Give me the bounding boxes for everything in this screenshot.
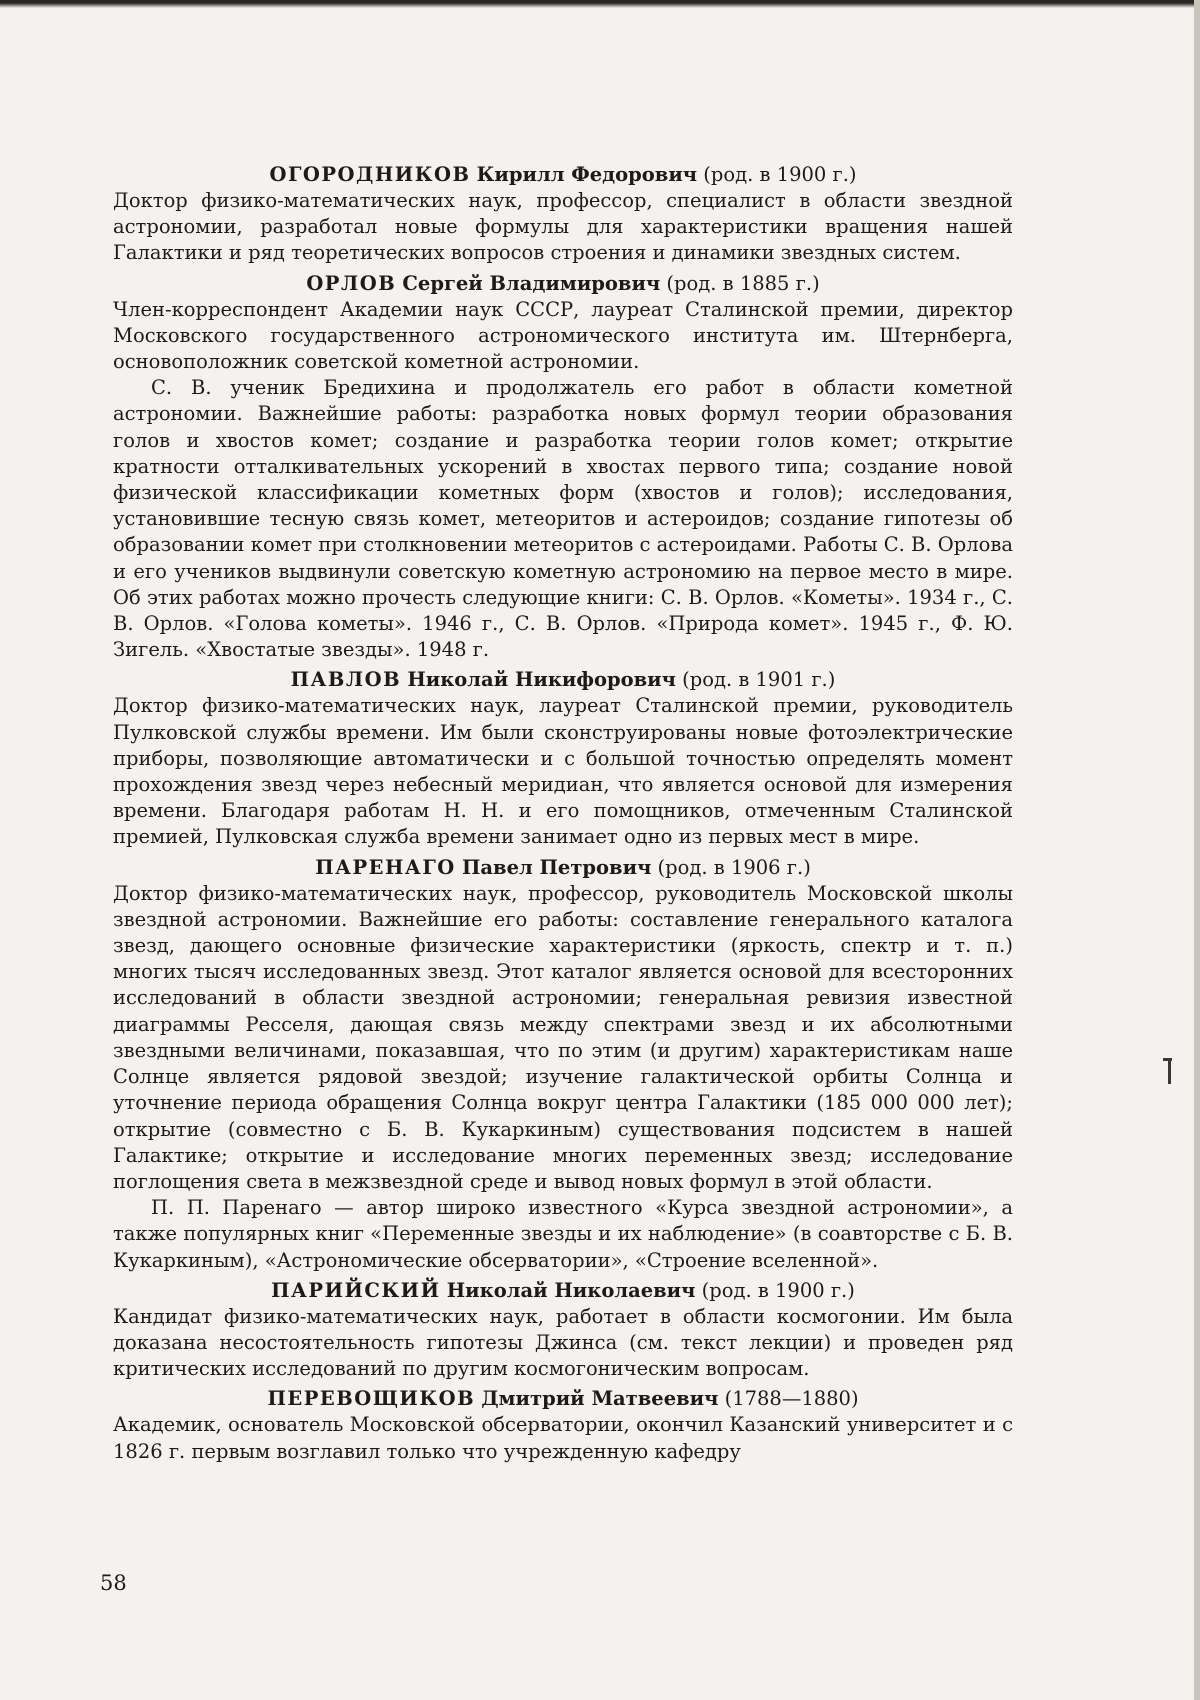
biography-entry [113,667,1013,850]
entry-given-name: Сергей Владимирович [402,272,660,295]
entry-paragraph: С. В. ученик Бредихина и продолжатель его работ в области кометной астрономии. Важнейшие работы: разработка новых формул теории образования голов и хвостов комет; создание и разработка теории голов комет; открытие кратности отталкивательных ускорений в хвостах первого типа; создание новой физической классификации кометных форм (хвостов и голов); исследования, установившие тесную связь комет, метеоритов и астероидов; создание гипотезы об образовании комет при столкновении метеоритов с астероидами. Работы С. В. Орлова и его учеников выдвинули советскую кометную астрономию на первое место в мире. Об этих работах можно прочесть следующие книги: С. В. Орлов. «Кометы». 1934 г., С. В. Орлов. «Голова кометы». 1946 г., С. В. Орлов. «Природа комет». 1945 г., Ф. Ю. Зигель. «Хвостатые звезды». 1948 г. [113,375,1013,663]
entry-heading [113,1278,1013,1304]
entry-heading [113,667,1013,693]
entry-surname: ПАРЕНАГО [315,856,456,879]
entry-years: (род. в 1885 г.) [666,272,819,295]
entry-years: (род. в 1901 г.) [682,668,835,691]
biography-entry [113,271,1013,664]
entry-paragraph: Доктор физико-математических наук, лауреат Сталинской премии, руководитель Пулковской службы времени. Им были сконструированы новые фотоэлектрические приборы, позволяющие автоматически и с большой точностью определять момент прохождения звезд через небесный меридиан, что является основой для измерения времени. Благодаря работам Н. Н. и его помощников, отмеченным Сталинской премией, Пулковская служба времени занимает одно из первых мест в мире. [113,693,1013,850]
entry-surname: ОРЛОВ [306,272,396,295]
biography-entry [113,1386,1013,1464]
entry-paragraph: Кандидат физико-математических наук, работает в области космогонии. Им была доказана несостоятельность гипотезы Джинса (см. текст лекции) и проведен ряд критических исследований по другим космогоническим вопросам. [113,1304,1013,1383]
entry-years: (род. в 1900 г.) [702,1279,855,1302]
entry-given-name: Дмитрий Матвеевич [481,1387,718,1410]
biography-entry [113,855,1013,1274]
entry-surname: ПАРИЙСКИЙ [271,1279,440,1302]
page-content [113,162,1013,1465]
scan-mark [1163,1058,1172,1061]
entry-heading [113,855,1013,881]
entry-surname: ПАВЛОВ [291,668,402,691]
entry-paragraph: Академик, основатель Московской обсерватории, окончил Казанский университет и с 1826 г. первым возглавил только что учрежденную кафедру [113,1412,1013,1464]
entry-years: (род. в 1906 г.) [658,856,811,879]
entry-paragraph: П. П. Паренаго — автор широко известного «Курса звездной астрономии», а также популярных книг «Переменные звезды и их наблюдение» (в соавторстве с Б. В. Кукаркиным), «Астрономические обсерватории», «Строение вселенной». [113,1195,1013,1274]
entry-surname: ПЕРЕВОЩИКОВ [267,1387,475,1410]
entry-given-name: Павел Петрович [462,856,651,879]
entry-heading [113,1386,1013,1412]
biography-entry [113,1278,1013,1383]
entry-given-name: Николай Никифорович [407,668,676,691]
entry-years: (1788—1880) [725,1387,859,1410]
entry-paragraph: Доктор физико-математических наук, профессор, руководитель Московской школы звездной астрономии. Важнейшие его работы: составление генерального каталога звезд, дающего основные физические характеристики (яркость, спектр и т. п.) многих тысяч исследованных звезд. Этот каталог является основой для всесторонних исследований в области звездной астрономии; генеральная ревизия известной диаграммы Ресселя, дающая связь между спектрами звезд и их абсолютными звездными величинами, показавшая, что по этим (и другим) характеристикам наше Солнце является рядовой звездой; изучение галактической орбиты Солнца и уточнение периода обращения Солнца вокруг центра Галактики (185 000 000 лет); открытие (совместно с Б. В. Кукаркиным) существования подсистем в нашей Галактике; открытие и исследование многих переменных звезд; исследование поглощения света в межзвездной среде и вывод новых формул в этой области. [113,881,1013,1195]
entry-given-name: Николай Николаевич [447,1279,696,1302]
entry-given-name: Кирилл Федорович [477,163,697,186]
entry-years: (род. в 1900 г.) [703,163,856,186]
entry-paragraph: Доктор физико-математических наук, профессор, специалист в области звездной астрономии, разработал новые формулы для характеристики вращения нашей Галактики и ряд теоретических вопросов строения и динамики звездных систем. [113,188,1013,267]
entry-paragraph: Член-корреспондент Академии наук СССР, лауреат Сталинской премии, директор Московского государственного астрономического института им. Штернберга, основоположник советской кометной астрономии. [113,297,1013,376]
biography-entry [113,162,1013,267]
scan-mark [1168,1058,1171,1084]
entry-heading [113,271,1013,297]
entry-heading [113,162,1013,188]
entry-surname: ОГОРОДНИКОВ [269,163,470,186]
page-right-edge [1194,0,1200,1700]
page-number: 58 [100,1570,127,1596]
page-top-edge [0,0,1200,8]
